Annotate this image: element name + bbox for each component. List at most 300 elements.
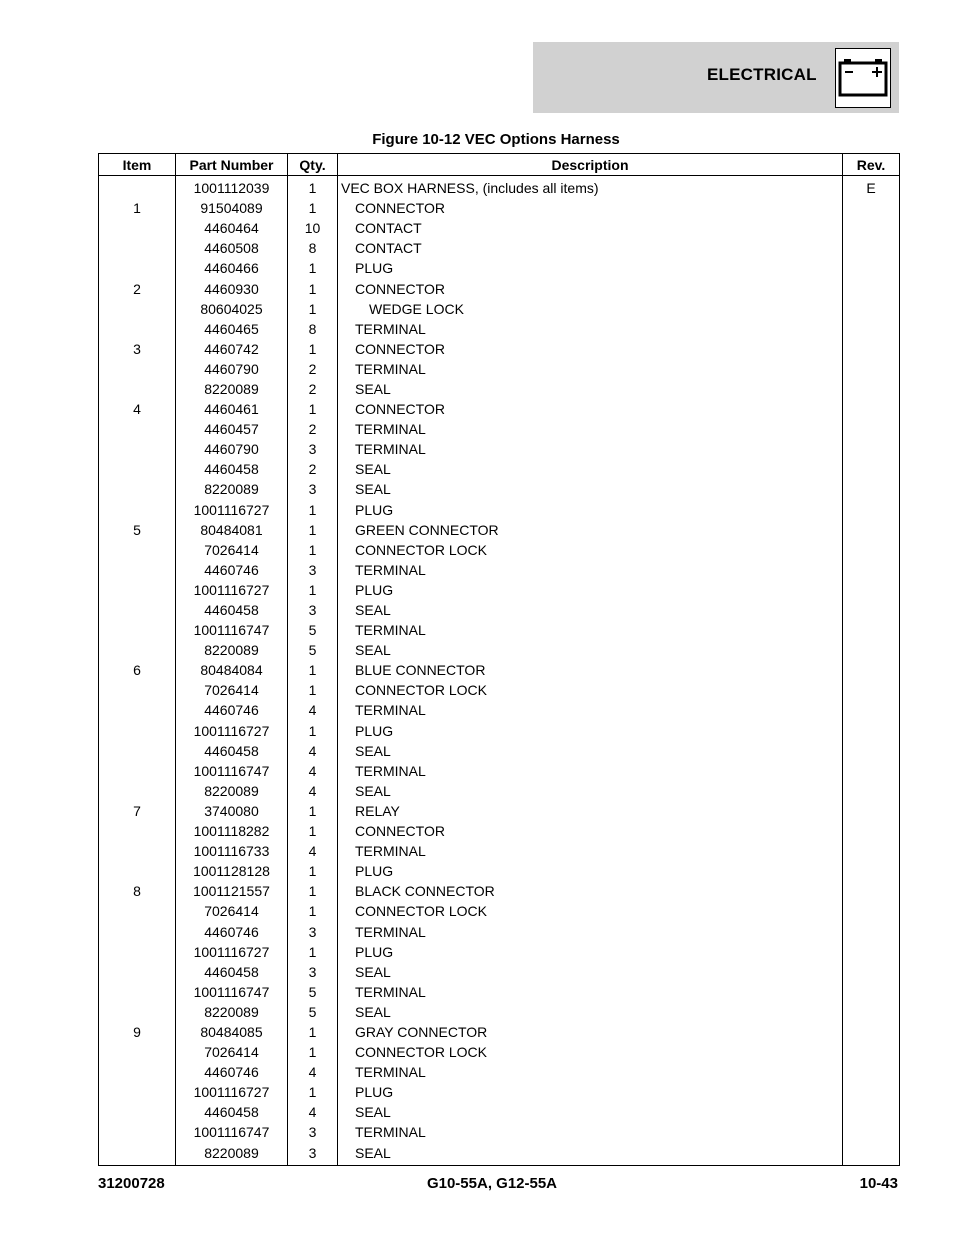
- qty-cell: 3: [288, 962, 338, 982]
- description-text: TERMINAL: [355, 561, 426, 578]
- qty-cell: 1: [288, 176, 338, 199]
- item-cell: [99, 379, 176, 399]
- table-row: [99, 439, 900, 459]
- qty-cell: 1: [288, 1082, 338, 1102]
- rev-cell: [843, 821, 900, 841]
- description-text: SEAL: [355, 481, 391, 498]
- table-row: [99, 881, 900, 901]
- description-cell: [338, 1042, 843, 1062]
- qty-cell: 1: [288, 258, 338, 278]
- item-cell: 2: [99, 278, 176, 298]
- part-number-cell: 1001116747: [176, 1122, 288, 1142]
- part-number-cell: 3740080: [176, 801, 288, 821]
- description-text: BLACK CONNECTOR: [355, 883, 495, 900]
- description-cell: [338, 1002, 843, 1022]
- rev-cell: [843, 841, 900, 861]
- qty-cell: 1: [288, 299, 338, 319]
- rev-cell: [843, 379, 900, 399]
- rev-cell: [843, 1143, 900, 1166]
- part-number-cell: 8220089: [176, 781, 288, 801]
- description-cell: [338, 1122, 843, 1142]
- description-cell: [338, 901, 843, 921]
- description-text: TERMINAL: [355, 320, 426, 337]
- rev-cell: [843, 238, 900, 258]
- description-cell: [338, 459, 843, 479]
- rev-cell: [843, 1002, 900, 1022]
- part-number-cell: 4460746: [176, 921, 288, 941]
- part-number-cell: 4460466: [176, 258, 288, 278]
- qty-cell: 10: [288, 218, 338, 238]
- rev-cell: [843, 1022, 900, 1042]
- rev-cell: [843, 1042, 900, 1062]
- description-cell: [338, 801, 843, 821]
- table-row: [99, 319, 900, 339]
- item-cell: 7: [99, 801, 176, 821]
- rev-cell: [843, 560, 900, 580]
- rev-cell: [843, 419, 900, 439]
- description-cell: [338, 299, 843, 319]
- table-row: [99, 821, 900, 841]
- part-number-cell: 1001116727: [176, 942, 288, 962]
- part-number-cell: 4460461: [176, 399, 288, 419]
- description-text: PLUG: [355, 1084, 394, 1101]
- table-row: [99, 801, 900, 821]
- rev-cell: [843, 439, 900, 459]
- qty-cell: 1: [288, 721, 338, 741]
- description-cell: [338, 319, 843, 339]
- table-row: [99, 399, 900, 419]
- item-cell: [99, 459, 176, 479]
- part-number-cell: 1001118282: [176, 821, 288, 841]
- description-cell: [338, 520, 843, 540]
- description-text: GRAY CONNECTOR: [355, 1023, 488, 1040]
- part-number-cell: 4460746: [176, 560, 288, 580]
- qty-cell: 1: [288, 801, 338, 821]
- description-text: CONNECTOR LOCK: [355, 903, 487, 920]
- rev-cell: [843, 620, 900, 640]
- footer-page-number: 10-43: [859, 1175, 898, 1192]
- qty-cell: 3: [288, 479, 338, 499]
- part-number-cell: 4460746: [176, 1062, 288, 1082]
- qty-cell: 1: [288, 901, 338, 921]
- item-cell: [99, 299, 176, 319]
- item-cell: [99, 901, 176, 921]
- section-title: ELECTRICAL: [707, 65, 817, 84]
- description-text: PLUG: [355, 260, 394, 277]
- part-number-cell: 1001116747: [176, 761, 288, 781]
- table-row: [99, 580, 900, 600]
- description-cell: [338, 560, 843, 580]
- table-row: [99, 680, 900, 700]
- part-number-cell: 4460508: [176, 238, 288, 258]
- description-cell: [338, 198, 843, 218]
- part-number-cell: 7026414: [176, 1042, 288, 1062]
- description-cell: [338, 1022, 843, 1042]
- rev-cell: [843, 258, 900, 278]
- description-text: CONNECTOR LOCK: [355, 1044, 487, 1061]
- qty-cell: 2: [288, 379, 338, 399]
- item-cell: [99, 921, 176, 941]
- description-text: SEAL: [355, 963, 391, 980]
- rev-cell: [843, 640, 900, 660]
- table-row: [99, 660, 900, 680]
- description-text: CONTACT: [355, 240, 422, 257]
- part-number-cell: 8220089: [176, 1002, 288, 1022]
- rev-cell: [843, 1122, 900, 1142]
- description-cell: [338, 479, 843, 499]
- table-row: [99, 299, 900, 319]
- qty-cell: 2: [288, 419, 338, 439]
- rev-cell: [843, 198, 900, 218]
- description-text: CONNECTOR: [355, 401, 445, 418]
- item-cell: [99, 721, 176, 741]
- item-cell: [99, 761, 176, 781]
- description-cell: [338, 339, 843, 359]
- figure-title: Figure 10-12 VEC Options Harness: [372, 131, 620, 148]
- rev-cell: [843, 459, 900, 479]
- description-text: CONNECTOR: [355, 823, 445, 840]
- item-cell: [99, 1002, 176, 1022]
- description-cell: [338, 379, 843, 399]
- qty-cell: 3: [288, 600, 338, 620]
- table-row: [99, 1143, 900, 1166]
- description-cell: [338, 841, 843, 861]
- part-number-cell: 4460746: [176, 700, 288, 720]
- qty-cell: 3: [288, 1143, 338, 1166]
- part-number-cell: 4460464: [176, 218, 288, 238]
- table-row: [99, 921, 900, 941]
- description-cell: [338, 399, 843, 419]
- description-text: TERMINAL: [355, 762, 426, 779]
- description-text: PLUG: [355, 501, 394, 518]
- qty-cell: 1: [288, 1042, 338, 1062]
- description-cell: [338, 540, 843, 560]
- part-number-cell: 91504089: [176, 198, 288, 218]
- qty-cell: 1: [288, 339, 338, 359]
- description-cell: [338, 600, 843, 620]
- description-cell: [338, 258, 843, 278]
- item-cell: [99, 781, 176, 801]
- rev-cell: [843, 901, 900, 921]
- description-text: TERMINAL: [355, 843, 426, 860]
- description-text: VEC BOX HARNESS, (includes all items): [341, 180, 599, 197]
- description-text: CONTACT: [355, 220, 422, 237]
- item-cell: [99, 1042, 176, 1062]
- description-text: PLUG: [355, 943, 394, 960]
- rev-cell: [843, 962, 900, 982]
- item-cell: [99, 600, 176, 620]
- part-number-cell: 80484081: [176, 520, 288, 540]
- table-row: [99, 640, 900, 660]
- qty-cell: 1: [288, 881, 338, 901]
- table-row: [99, 781, 900, 801]
- item-cell: 5: [99, 520, 176, 540]
- item-cell: [99, 700, 176, 720]
- qty-cell: 1: [288, 1022, 338, 1042]
- description-text: TERMINAL: [355, 983, 426, 1000]
- description-text: SEAL: [355, 642, 391, 659]
- part-number-cell: 7026414: [176, 901, 288, 921]
- description-cell: [338, 881, 843, 901]
- part-number-cell: 4460457: [176, 419, 288, 439]
- part-number-cell: 4460790: [176, 439, 288, 459]
- description-text: TERMINAL: [355, 702, 426, 719]
- part-number-cell: 7026414: [176, 680, 288, 700]
- part-number-cell: 4460458: [176, 741, 288, 761]
- qty-cell: 1: [288, 580, 338, 600]
- rev-cell: [843, 680, 900, 700]
- description-cell: [338, 761, 843, 781]
- rev-cell: [843, 1082, 900, 1102]
- description-text: PLUG: [355, 581, 394, 598]
- qty-cell: 1: [288, 520, 338, 540]
- qty-cell: 1: [288, 500, 338, 520]
- description-cell: [338, 278, 843, 298]
- description-text: TERMINAL: [355, 1124, 426, 1141]
- part-number-cell: 80604025: [176, 299, 288, 319]
- table-row: [99, 500, 900, 520]
- description-cell: [338, 218, 843, 238]
- table-row: [99, 761, 900, 781]
- part-number-cell: 1001116727: [176, 721, 288, 741]
- table-row: [99, 520, 900, 540]
- description-cell: [338, 1062, 843, 1082]
- description-cell: [338, 660, 843, 680]
- part-number-cell: 8220089: [176, 479, 288, 499]
- description-cell: [338, 741, 843, 761]
- description-text: SEAL: [355, 461, 391, 478]
- item-cell: [99, 176, 176, 199]
- description-cell: [338, 700, 843, 720]
- description-text: TERMINAL: [355, 1064, 426, 1081]
- table-row: [99, 982, 900, 1002]
- description-text: CONNECTOR: [355, 340, 445, 357]
- item-cell: [99, 741, 176, 761]
- rev-cell: [843, 218, 900, 238]
- qty-cell: 3: [288, 1122, 338, 1142]
- part-number-cell: 80484084: [176, 660, 288, 680]
- description-cell: [338, 640, 843, 660]
- footer-document-number: 31200728: [98, 1175, 165, 1192]
- item-cell: [99, 540, 176, 560]
- part-number-cell: 1001116747: [176, 620, 288, 640]
- item-cell: [99, 1102, 176, 1122]
- column-header-description: Description: [338, 154, 843, 176]
- part-number-cell: 1001116727: [176, 500, 288, 520]
- table-row: [99, 1102, 900, 1122]
- item-cell: [99, 479, 176, 499]
- table-row: [99, 1002, 900, 1022]
- column-header-part-number: Part Number: [176, 154, 288, 176]
- rev-cell: [843, 660, 900, 680]
- table-row: [99, 1022, 900, 1042]
- description-cell: [338, 439, 843, 459]
- part-number-cell: 1001121557: [176, 881, 288, 901]
- rev-cell: [843, 1102, 900, 1122]
- table-row: [99, 379, 900, 399]
- description-text: SEAL: [355, 1003, 391, 1020]
- part-number-cell: 1001128128: [176, 861, 288, 881]
- table-row: [99, 861, 900, 881]
- table-row: [99, 901, 900, 921]
- item-cell: [99, 500, 176, 520]
- item-cell: 9: [99, 1022, 176, 1042]
- table-row: [99, 359, 900, 379]
- description-cell: [338, 500, 843, 520]
- description-text: SEAL: [355, 742, 391, 759]
- table-row: [99, 479, 900, 499]
- battery-icon: [835, 48, 891, 108]
- part-number-cell: 4460458: [176, 962, 288, 982]
- part-number-cell: 4460742: [176, 339, 288, 359]
- table-row: [99, 278, 900, 298]
- table-row: [99, 459, 900, 479]
- description-cell: [338, 1102, 843, 1122]
- table-row: [99, 1082, 900, 1102]
- description-cell: [338, 620, 843, 640]
- description-cell: [338, 982, 843, 1002]
- rev-cell: [843, 479, 900, 499]
- table-row: [99, 560, 900, 580]
- description-text: TERMINAL: [355, 421, 426, 438]
- part-number-cell: 4460465: [176, 319, 288, 339]
- qty-cell: 3: [288, 560, 338, 580]
- item-cell: [99, 640, 176, 660]
- table-row: [99, 339, 900, 359]
- item-cell: [99, 962, 176, 982]
- qty-cell: 5: [288, 640, 338, 660]
- item-cell: [99, 319, 176, 339]
- description-cell: [338, 821, 843, 841]
- item-cell: [99, 1082, 176, 1102]
- item-cell: [99, 1122, 176, 1142]
- description-cell: [338, 962, 843, 982]
- part-number-cell: 4460458: [176, 1102, 288, 1122]
- table-row: [99, 198, 900, 218]
- item-cell: [99, 419, 176, 439]
- rev-cell: [843, 520, 900, 540]
- qty-cell: 5: [288, 620, 338, 640]
- description-text: CONNECTOR LOCK: [355, 682, 487, 699]
- qty-cell: 4: [288, 741, 338, 761]
- part-number-cell: 4460458: [176, 459, 288, 479]
- qty-cell: 1: [288, 680, 338, 700]
- item-cell: [99, 580, 176, 600]
- rev-cell: [843, 801, 900, 821]
- qty-cell: 1: [288, 278, 338, 298]
- qty-cell: 5: [288, 982, 338, 1002]
- item-cell: 4: [99, 399, 176, 419]
- rev-cell: [843, 319, 900, 339]
- table-row: [99, 540, 900, 560]
- qty-cell: 1: [288, 942, 338, 962]
- rev-cell: [843, 299, 900, 319]
- item-cell: [99, 942, 176, 962]
- rev-cell: [843, 359, 900, 379]
- qty-cell: 3: [288, 921, 338, 941]
- description-text: TERMINAL: [355, 441, 426, 458]
- qty-cell: 4: [288, 781, 338, 801]
- description-cell: [338, 680, 843, 700]
- description-cell: [338, 419, 843, 439]
- description-cell: [338, 238, 843, 258]
- rev-cell: [843, 881, 900, 901]
- footer-model: G10-55A, G12-55A: [426, 1175, 558, 1192]
- table-row: [99, 1122, 900, 1142]
- rev-cell: [843, 942, 900, 962]
- qty-cell: 1: [288, 821, 338, 841]
- part-number-cell: 1001112039: [176, 176, 288, 199]
- item-cell: [99, 238, 176, 258]
- table-row: [99, 238, 900, 258]
- part-number-cell: 80484085: [176, 1022, 288, 1042]
- qty-cell: 4: [288, 700, 338, 720]
- description-text: SEAL: [355, 602, 391, 619]
- qty-cell: 1: [288, 198, 338, 218]
- description-cell: [338, 359, 843, 379]
- part-number-cell: 1001116727: [176, 580, 288, 600]
- item-cell: [99, 1062, 176, 1082]
- item-cell: [99, 680, 176, 700]
- description-cell: [338, 1082, 843, 1102]
- part-number-cell: 7026414: [176, 540, 288, 560]
- qty-cell: 2: [288, 459, 338, 479]
- rev-cell: [843, 982, 900, 1002]
- description-text: WEDGE LOCK: [369, 300, 464, 317]
- parts-table-body: [99, 176, 900, 1166]
- qty-cell: 1: [288, 660, 338, 680]
- part-number-cell: 1001116747: [176, 982, 288, 1002]
- qty-cell: 4: [288, 841, 338, 861]
- table-header-row: [99, 154, 900, 176]
- description-cell: [338, 942, 843, 962]
- description-text: CONNECTOR: [355, 280, 445, 297]
- description-text: TERMINAL: [355, 622, 426, 639]
- description-cell: [338, 1143, 843, 1166]
- description-text: RELAY: [355, 802, 400, 819]
- rev-cell: [843, 700, 900, 720]
- item-cell: [99, 218, 176, 238]
- description-text: TERMINAL: [355, 923, 426, 940]
- description-text: SEAL: [355, 1144, 391, 1161]
- table-row: [99, 419, 900, 439]
- part-number-cell: 8220089: [176, 1143, 288, 1166]
- table-row: [99, 176, 900, 199]
- description-text: PLUG: [355, 722, 394, 739]
- table-row: [99, 700, 900, 720]
- item-cell: [99, 258, 176, 278]
- item-cell: [99, 560, 176, 580]
- part-number-cell: 4460458: [176, 600, 288, 620]
- part-number-cell: 8220089: [176, 379, 288, 399]
- part-number-cell: 4460790: [176, 359, 288, 379]
- item-cell: [99, 821, 176, 841]
- rev-cell: [843, 721, 900, 741]
- item-cell: [99, 1143, 176, 1166]
- table-row: [99, 258, 900, 278]
- table-row: [99, 620, 900, 640]
- table-row: [99, 741, 900, 761]
- qty-cell: 8: [288, 238, 338, 258]
- column-header-qty: Qty.: [288, 154, 338, 176]
- part-number-cell: 1001116727: [176, 1082, 288, 1102]
- description-cell: [338, 921, 843, 941]
- description-cell: [338, 781, 843, 801]
- qty-cell: 3: [288, 439, 338, 459]
- qty-cell: 4: [288, 1102, 338, 1122]
- rev-cell: [843, 761, 900, 781]
- part-number-cell: 4460930: [176, 278, 288, 298]
